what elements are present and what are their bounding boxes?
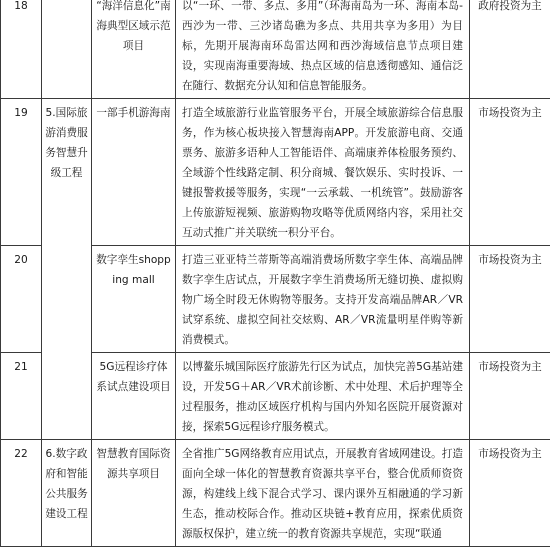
project-category <box>42 0 92 99</box>
table-row <box>1 0 550 99</box>
investment-mode: 市场投资为主 <box>470 440 550 547</box>
project-content: 全省推广5G网络教育应用试点，开展教育省域网建设。打造面向全球一体化的智慧教育资源共享平台，整合优质师资资源，构建线上线下混合式学习、课内课外互相融通的学习新生态，推动校际合作。推动区块链+教育应用，探索优质资源版权保护，建立统一的教育资源共享规范，实现“联通 <box>176 440 470 547</box>
table-row <box>1 99 550 246</box>
table-row <box>1 440 550 547</box>
project-content: 打造全域旅游行业监管服务平台，开展全域旅游综合信息服务，作为核心板块接入智慧海南APP。开发旅游电商、交通票务、旅游多语种人工智能语伴、高端康养体检服务预约、全域游个性线路定制、积分商城、餐饮娱乐、实时投诉、一键报警救援等服务，实现“一云承载、一机统管”。鼓励游客上传旅游短视频、旅游购物攻略等优质网络内容，采用社交互动式推广并关联统一积分平台。 <box>176 99 470 246</box>
row-number: 19 <box>1 99 42 246</box>
project-name: 数字孪生shopping mall <box>92 246 176 353</box>
row-number: 21 <box>1 353 42 440</box>
project-name: 5G远程诊疗体系试点建设项目 <box>92 353 176 440</box>
investment-mode: 市场投资为主 <box>470 353 550 440</box>
project-name: 智慧教育国际资源共享项目 <box>92 440 176 547</box>
row-number: 22 <box>1 440 42 547</box>
project-name: “海洋信息化”南海典型区域示范项目 <box>92 0 176 99</box>
investment-mode: 市场投资为主 <box>470 99 550 246</box>
project-content: 以“一环、一带、多点、多用”（环海南岛为一环、海南本岛-西沙为一带、三沙诸岛礁为多点、共用共享为多用）为目标，先期开展海南环岛雷达网和西沙海域信息节点项目建设，实现南海重要海域、热点区域的信息透彻感知、通信泛在随行、数据充分认知和信息智能服务。 <box>176 0 470 99</box>
project-category: 6.数字政府和智能公共服务建设工程 <box>42 440 92 547</box>
row-number: 20 <box>1 246 42 353</box>
row-number: 18 <box>1 0 42 99</box>
project-content: 以博鳌乐城国际医疗旅游先行区为试点，加快完善5G基站建设，开发5G＋AR／VR术前诊断、术中处理、术后护理等全过程服务，推动区域医疗机构与国内外知名医院开展资源对接，探索5G远程诊疗服务模式。 <box>176 353 470 440</box>
project-name: 一部手机游海南 <box>92 99 176 246</box>
project-content: 打造三亚亚特兰蒂斯等高端消费场所数字孪生体、高端品牌数字孪生店试点，开展数字孪生消费场所无缝切换、虚拟购物广场全时段无休购物等服务。支持开发高端品牌AR／VR试穿系统、虚拟空间社交炫购、AR／VR流量明星伴购等新消费模式。 <box>176 246 470 353</box>
investment-mode: 市场投资为主 <box>470 246 550 353</box>
investment-mode: 政府投资为主 <box>470 0 550 99</box>
project-category: 5.国际旅游消费服务智慧升级工程 <box>42 99 92 440</box>
